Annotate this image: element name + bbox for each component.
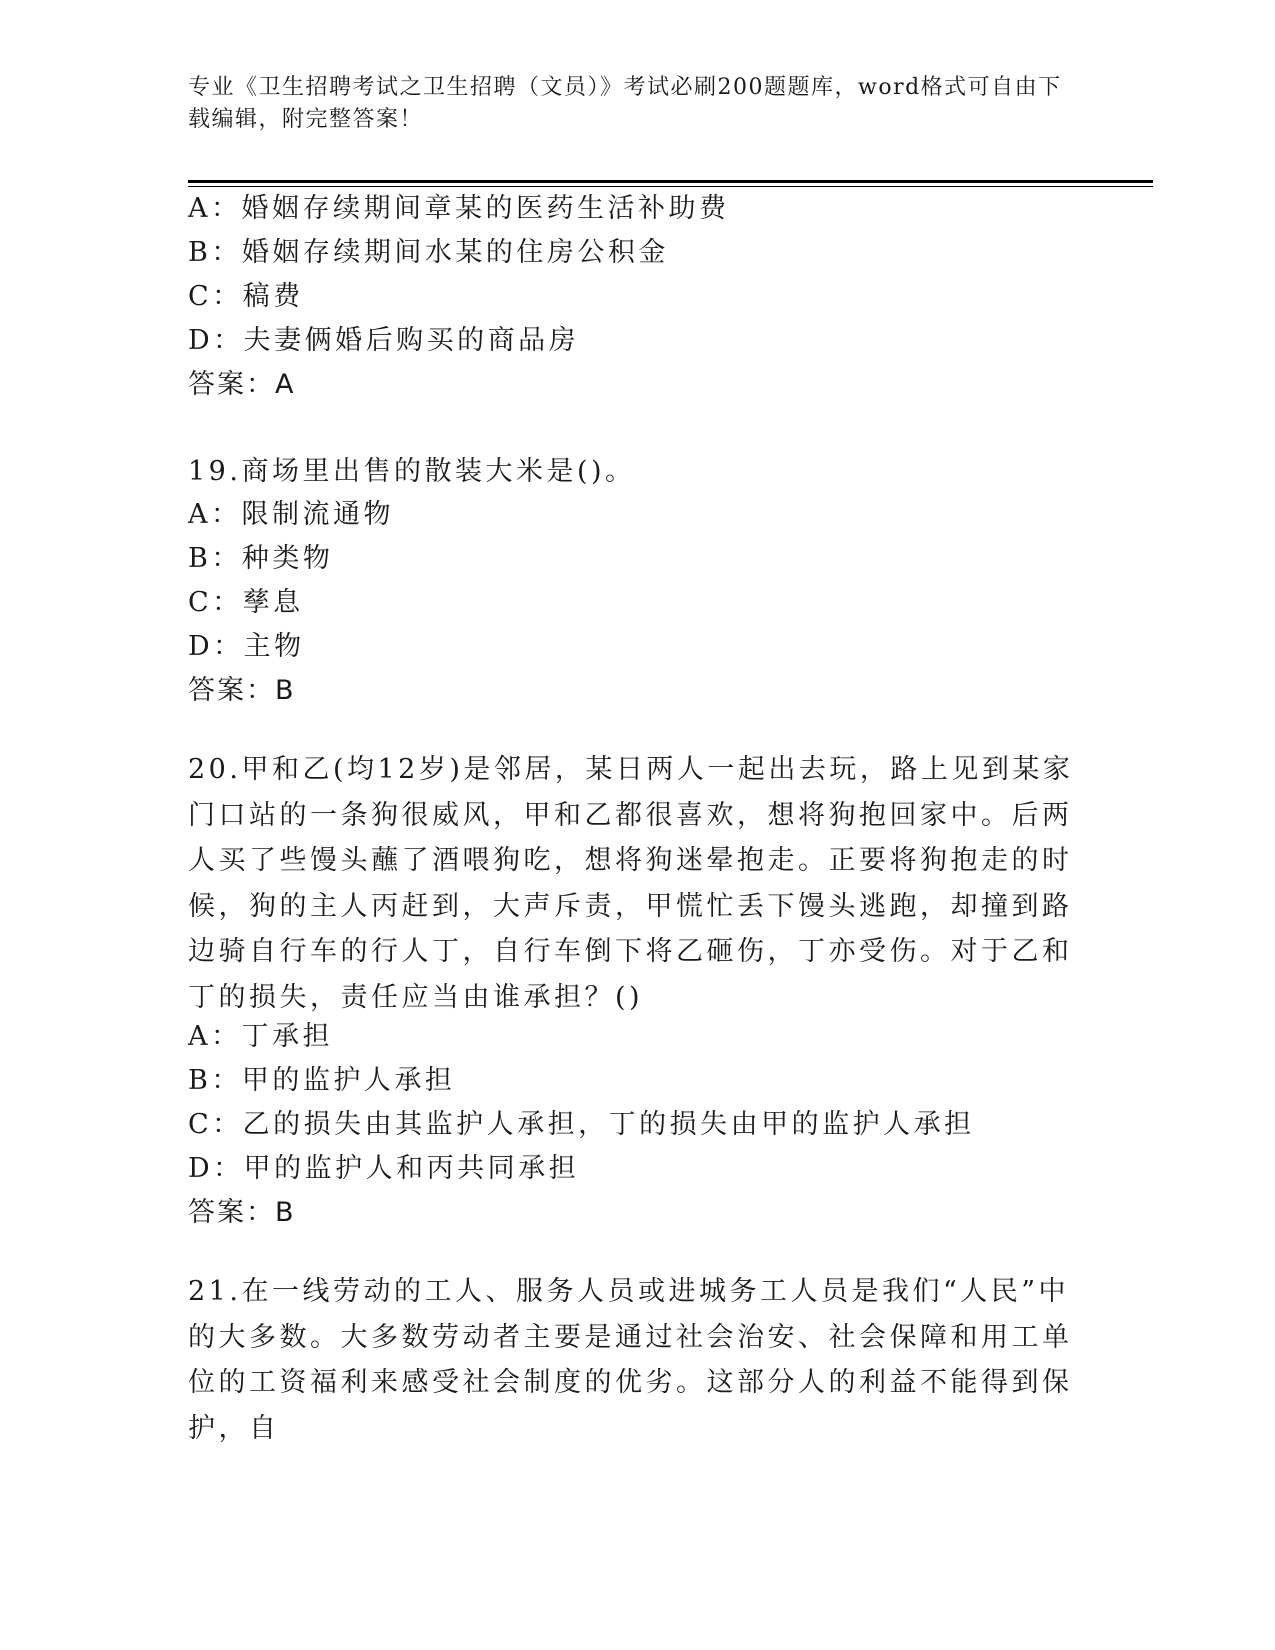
q19-answer: 答案：B (188, 675, 296, 706)
q19-question: 19.商场里出售的散装大米是()。 (188, 456, 636, 487)
q18-option-d: D：夫妻俩婚后购买的商品房 (188, 325, 580, 356)
q19-option-a: A：限制流通物 (188, 499, 394, 530)
q20-option-b: B：甲的监护人承担 (188, 1065, 456, 1096)
q20-option-a: A：丁承担 (188, 1021, 333, 1052)
q18-option-b: B：婚姻存续期间水某的住房公积金 (188, 237, 669, 268)
q20-option-c: C：乙的损失由其监护人承担，丁的损失由甲的监护人承担 (188, 1109, 975, 1140)
q20-option-d: D：甲的监护人和丙共同承担 (188, 1153, 580, 1184)
q21-question: 21.在一线劳动的工人、服务人员或进城务工人员是我们“人民”中的大多数。大多数劳动者主要是通过社会治安、社会保障和用工单位的工资福利来感受社会制度的优劣。这部分人的利益不能得到保护，自 (188, 1276, 1073, 1444)
q18-answer: 答案：A (188, 369, 296, 400)
q18-option-a: A：婚姻存续期间章某的医药生活补助费 (188, 193, 730, 224)
q18-option-c: C：稿费 (188, 281, 304, 312)
q19-option-c: C：孳息 (188, 587, 304, 618)
q19-option-d: D：主物 (188, 631, 305, 662)
q20-answer: 答案：B (188, 1197, 296, 1228)
document-header: 专业《卫生招聘考试之卫生招聘（文员）》考试必刷200题题库，word格式可自由下载编辑，附完整答案！ (188, 75, 1062, 132)
header-divider-thick (188, 180, 1153, 183)
q20-question: 20.甲和乙(均12岁)是邻居，某日两人一起出去玩，路上见到某家门口站的一条狗很威风，甲和乙都很喜欢，想将狗抱回家中。后两人买了些馒头蘸了酒喂狗吃，想将狗迷晕抱走。正要将狗抱走的时候，狗的主人丙赶到，大声斥责，甲慌忙丢下馒头逃跑，却撞到路边骑自行车的行人丁，自行车倒下将乙砸伤，丁亦受伤。对于乙和丁的损失，责任应当由谁承担？() (188, 754, 1074, 1013)
q19-option-b: B：种类物 (188, 543, 334, 574)
